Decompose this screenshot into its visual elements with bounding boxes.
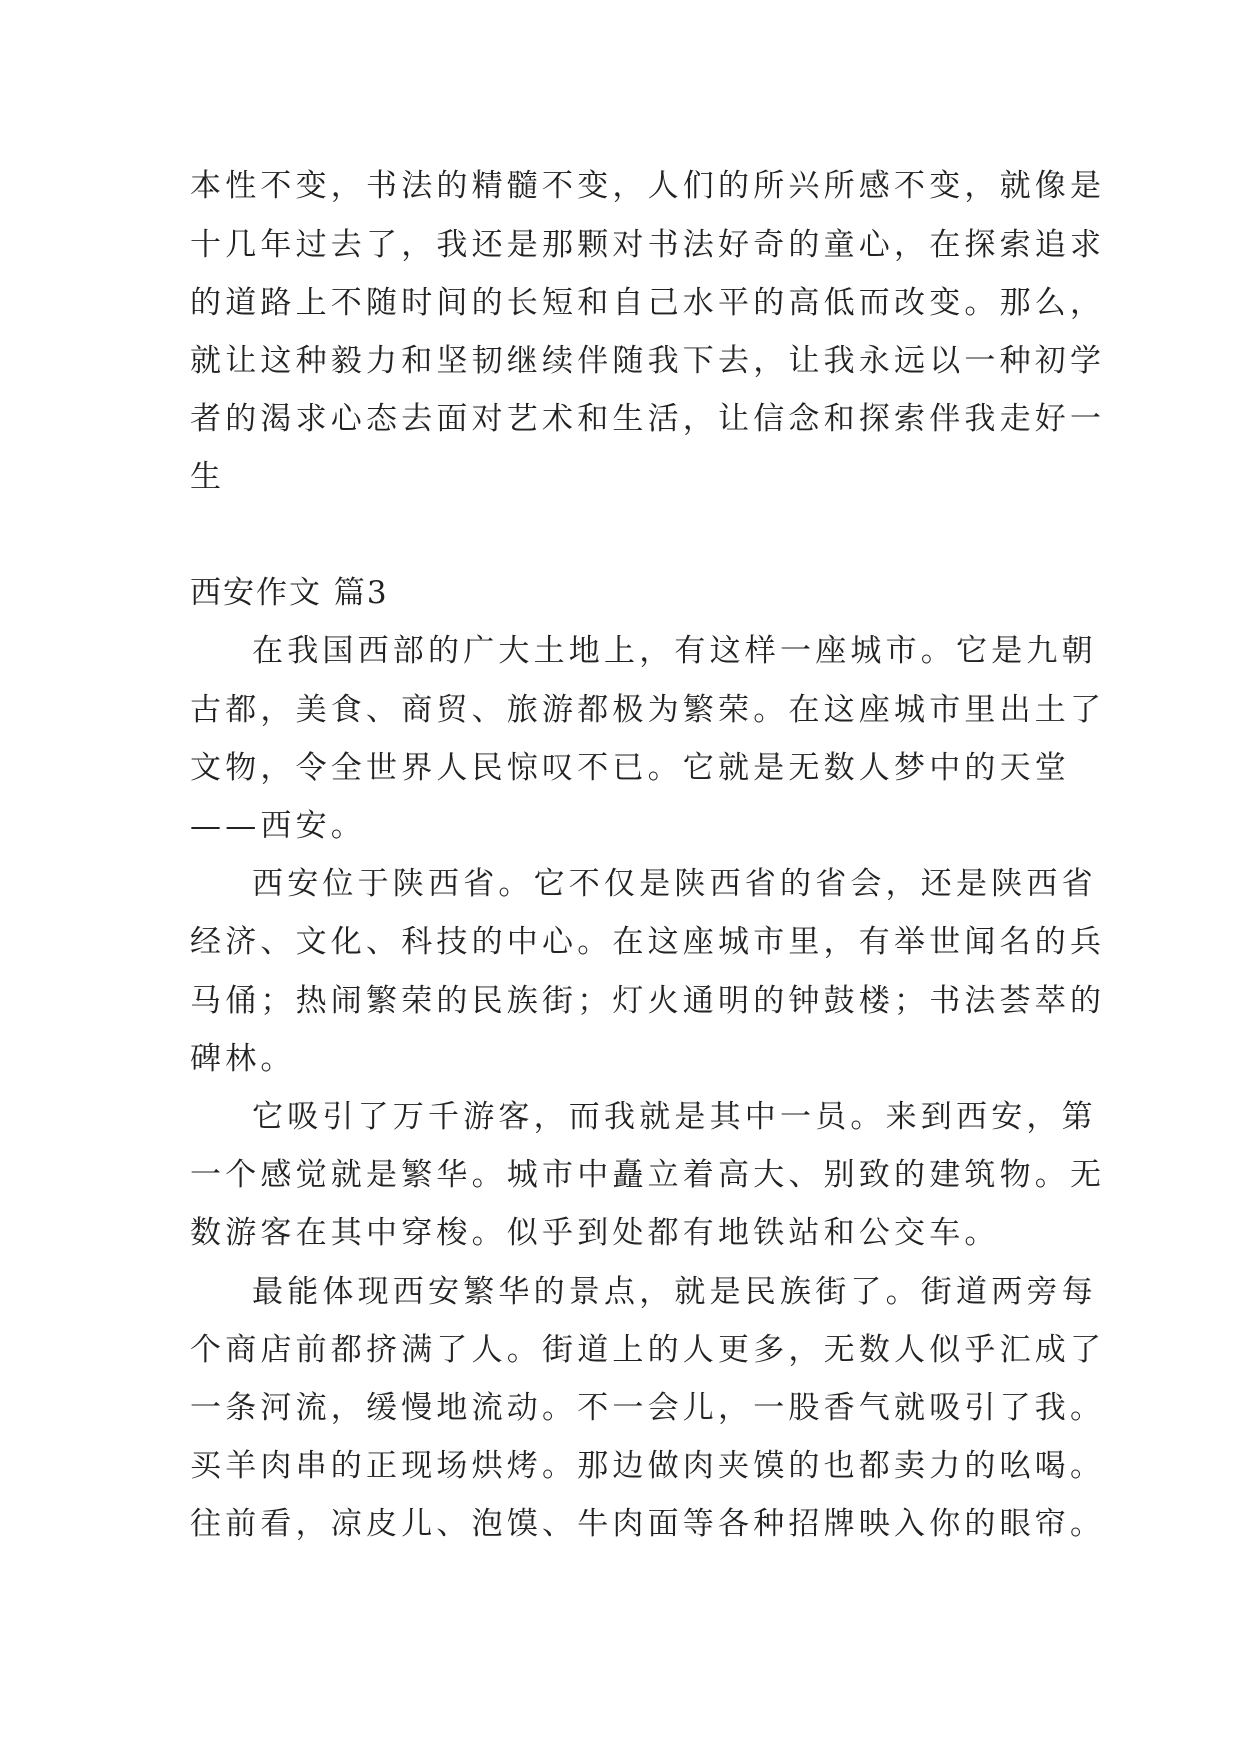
- paragraph-line: 经济、文化、科技的中心。在这座城市里，有举世闻名的兵: [190, 924, 1106, 960]
- paragraph-line: 文物，令全世界人民惊叹不已。它就是无数人梦中的天堂: [190, 750, 1070, 786]
- paragraph-line: 一个感觉就是繁华。城市中矗立着高大、别致的建筑物。无: [190, 1157, 1106, 1193]
- paragraph-line: 数游客在其中穿梭。似乎到处都有地铁站和公交车。: [190, 1215, 1000, 1251]
- paragraph-line: ——西安。: [190, 808, 366, 844]
- continuation-line: 就让这种毅力和坚韧继续伴随我下去，让我永远以一种初学: [190, 343, 1106, 379]
- paragraph-line: 在我国西部的广大土地上，有这样一座城市。它是九朝: [252, 633, 1097, 669]
- paragraph-line: 古都，美食、商贸、旅游都极为繁荣。在这座城市里出土了: [190, 692, 1106, 728]
- paragraph-line: 西安位于陕西省。它不仅是陕西省的省会，还是陕西省: [252, 866, 1097, 902]
- paragraph-line: 买羊肉串的正现场烘烤。那边做肉夹馍的也都卖力的吆喝。: [190, 1448, 1106, 1484]
- continuation-line: 十几年过去了，我还是那颗对书法好奇的童心，在探索追求: [190, 227, 1106, 263]
- paragraph-line: 它吸引了万千游客，而我就是其中一员。来到西安，第: [252, 1099, 1097, 1135]
- paragraph-line: 马俑；热闹繁荣的民族街；灯火通明的钟鼓楼；书法荟萃的: [190, 983, 1106, 1019]
- section-title: 西安作文 篇3: [190, 575, 389, 611]
- continuation-line: 生: [190, 459, 226, 495]
- paragraph-line: 碑林。: [190, 1041, 296, 1077]
- continuation-line: 者的渴求心态去面对艺术和生活，让信念和探索伴我走好一: [190, 401, 1106, 437]
- continuation-line: 的道路上不随时间的长短和自己水平的高低而改变。那么，: [190, 285, 1106, 321]
- paragraph-line: 最能体现西安繁华的景点，就是民族街了。街道两旁每: [252, 1274, 1097, 1310]
- continuation-line: 本性不变，书法的精髓不变，人们的所兴所感不变，就像是: [190, 168, 1106, 204]
- paragraph-line: 一条河流，缓慢地流动。不一会儿，一股香气就吸引了我。: [190, 1390, 1106, 1426]
- paragraph-line: 往前看，凉皮儿、泡馍、牛肉面等各种招牌映入你的眼帘。: [190, 1506, 1106, 1542]
- paragraph-line: 个商店前都挤满了人。街道上的人更多，无数人似乎汇成了: [190, 1332, 1106, 1368]
